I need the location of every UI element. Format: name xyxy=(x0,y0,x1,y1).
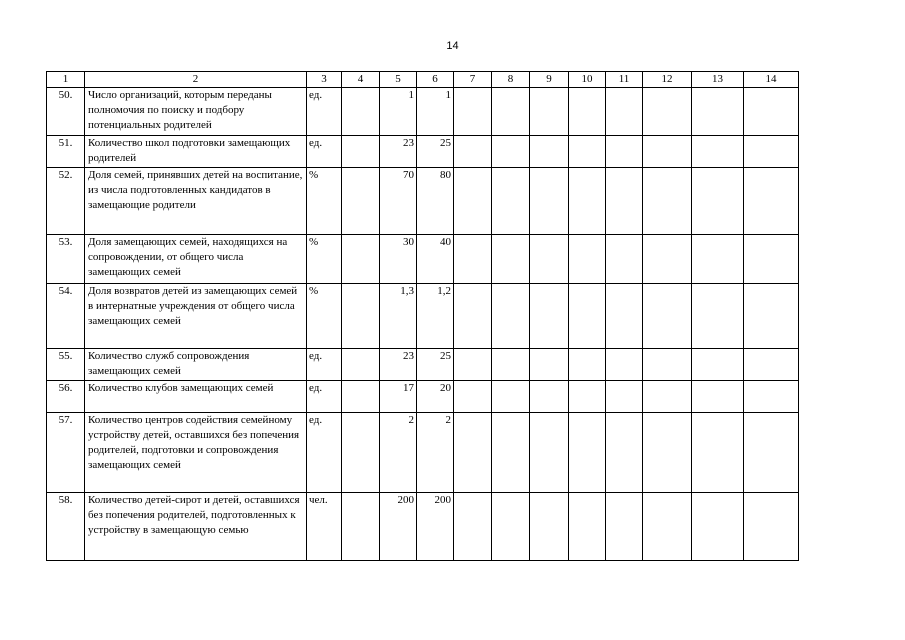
table-row xyxy=(47,493,799,561)
empty-cell xyxy=(454,168,492,235)
value-col5: 30 xyxy=(380,235,417,284)
empty-cell xyxy=(492,493,530,561)
empty-cell xyxy=(692,136,744,168)
value-col6: 40 xyxy=(417,235,454,284)
table-row xyxy=(47,88,799,136)
unit: % xyxy=(307,168,342,235)
row-number: 51. xyxy=(47,136,85,168)
empty-cell xyxy=(530,235,569,284)
empty-cell xyxy=(342,349,380,381)
empty-cell xyxy=(744,493,799,561)
empty-cell xyxy=(692,235,744,284)
table-row xyxy=(47,349,799,381)
empty-cell xyxy=(569,349,606,381)
empty-cell xyxy=(454,413,492,493)
unit: ед. xyxy=(307,381,342,413)
empty-cell xyxy=(342,381,380,413)
row-number: 58. xyxy=(47,493,85,561)
empty-cell xyxy=(606,284,643,349)
column-header: 14 xyxy=(744,72,799,88)
empty-cell xyxy=(744,381,799,413)
column-header: 11 xyxy=(606,72,643,88)
table-row xyxy=(47,381,799,413)
value-col6: 20 xyxy=(417,381,454,413)
empty-cell xyxy=(606,381,643,413)
empty-cell xyxy=(692,168,744,235)
empty-cell xyxy=(454,381,492,413)
indicators-table xyxy=(46,71,799,561)
value-col6: 1 xyxy=(417,88,454,136)
unit: чел. xyxy=(307,493,342,561)
empty-cell xyxy=(492,284,530,349)
empty-cell xyxy=(606,349,643,381)
column-header: 8 xyxy=(492,72,530,88)
column-header: 2 xyxy=(85,72,307,88)
unit: ед. xyxy=(307,349,342,381)
row-number: 56. xyxy=(47,381,85,413)
row-number: 55. xyxy=(47,349,85,381)
empty-cell xyxy=(692,413,744,493)
value-col6: 2 xyxy=(417,413,454,493)
empty-cell xyxy=(692,349,744,381)
empty-cell xyxy=(530,284,569,349)
empty-cell xyxy=(492,168,530,235)
page-number: 14 xyxy=(446,40,459,52)
empty-cell xyxy=(569,88,606,136)
empty-cell xyxy=(530,88,569,136)
empty-cell xyxy=(569,284,606,349)
empty-cell xyxy=(744,168,799,235)
empty-cell xyxy=(342,168,380,235)
table-row xyxy=(47,168,799,235)
column-header: 13 xyxy=(692,72,744,88)
empty-cell xyxy=(643,413,692,493)
empty-cell xyxy=(744,413,799,493)
column-header: 12 xyxy=(643,72,692,88)
column-header: 1 xyxy=(47,72,85,88)
empty-cell xyxy=(744,235,799,284)
empty-cell xyxy=(692,284,744,349)
empty-cell xyxy=(744,88,799,136)
row-number: 52. xyxy=(47,168,85,235)
value-col5: 1 xyxy=(380,88,417,136)
column-header: 4 xyxy=(342,72,380,88)
empty-cell xyxy=(643,349,692,381)
indicator-name: Количество служб сопровождения замещающих семей xyxy=(85,349,307,381)
empty-cell xyxy=(454,493,492,561)
empty-cell xyxy=(569,413,606,493)
empty-cell xyxy=(454,284,492,349)
value-col5: 17 xyxy=(380,381,417,413)
table-row xyxy=(47,413,799,493)
empty-cell xyxy=(342,88,380,136)
value-col5: 1,3 xyxy=(380,284,417,349)
indicator-name: Доля возвратов детей из замещающих семей в интернатные учреждения от общего числа замещающих семей xyxy=(85,284,307,349)
column-header: 9 xyxy=(530,72,569,88)
unit: ед. xyxy=(307,88,342,136)
value-col6: 80 xyxy=(417,168,454,235)
table-row xyxy=(47,284,799,349)
indicator-name: Доля семей, принявших детей на воспитание, из числа подготовленных кандидатов в замещающие родители xyxy=(85,168,307,235)
empty-cell xyxy=(492,349,530,381)
empty-cell xyxy=(606,235,643,284)
empty-cell xyxy=(530,349,569,381)
empty-cell xyxy=(692,493,744,561)
empty-cell xyxy=(454,235,492,284)
empty-cell xyxy=(454,136,492,168)
empty-cell xyxy=(492,88,530,136)
empty-cell xyxy=(492,413,530,493)
empty-cell xyxy=(643,493,692,561)
value-col5: 23 xyxy=(380,349,417,381)
empty-cell xyxy=(569,136,606,168)
column-header: 6 xyxy=(417,72,454,88)
empty-cell xyxy=(492,136,530,168)
row-number: 54. xyxy=(47,284,85,349)
column-number-row xyxy=(47,72,799,88)
indicator-name: Количество клубов замещающих семей xyxy=(85,381,307,413)
indicator-name: Доля замещающих семей, находящихся на сопровождении, от общего числа замещающих семей xyxy=(85,235,307,284)
column-header: 3 xyxy=(307,72,342,88)
empty-cell xyxy=(569,235,606,284)
column-header: 7 xyxy=(454,72,492,88)
indicator-name: Число организаций, которым переданы полномочия по поиску и подбору потенциальных родителей xyxy=(85,88,307,136)
table-row xyxy=(47,235,799,284)
empty-cell xyxy=(569,168,606,235)
empty-cell xyxy=(692,381,744,413)
value-col5: 200 xyxy=(380,493,417,561)
empty-cell xyxy=(606,88,643,136)
value-col5: 23 xyxy=(380,136,417,168)
unit: % xyxy=(307,235,342,284)
value-col6: 200 xyxy=(417,493,454,561)
column-header: 10 xyxy=(569,72,606,88)
value-col6: 25 xyxy=(417,349,454,381)
empty-cell xyxy=(342,493,380,561)
empty-cell xyxy=(643,88,692,136)
unit: ед. xyxy=(307,136,342,168)
value-col5: 2 xyxy=(380,413,417,493)
empty-cell xyxy=(692,88,744,136)
empty-cell xyxy=(530,136,569,168)
empty-cell xyxy=(342,136,380,168)
value-col5: 70 xyxy=(380,168,417,235)
unit: % xyxy=(307,284,342,349)
empty-cell xyxy=(606,413,643,493)
unit: ед. xyxy=(307,413,342,493)
empty-cell xyxy=(569,493,606,561)
empty-cell xyxy=(643,168,692,235)
empty-cell xyxy=(342,235,380,284)
empty-cell xyxy=(454,349,492,381)
row-number: 53. xyxy=(47,235,85,284)
empty-cell xyxy=(744,349,799,381)
empty-cell xyxy=(643,235,692,284)
empty-cell xyxy=(606,136,643,168)
empty-cell xyxy=(530,168,569,235)
empty-cell xyxy=(530,413,569,493)
empty-cell xyxy=(606,493,643,561)
column-header: 5 xyxy=(380,72,417,88)
empty-cell xyxy=(643,381,692,413)
empty-cell xyxy=(643,284,692,349)
indicator-name: Количество детей-сирот и детей, оставшихся без попечения родителей, подготовленных к устройству в замещающую семью xyxy=(85,493,307,561)
empty-cell xyxy=(606,168,643,235)
empty-cell xyxy=(530,381,569,413)
empty-cell xyxy=(744,136,799,168)
empty-cell xyxy=(492,381,530,413)
indicator-name: Количество школ подготовки замещающих родителей xyxy=(85,136,307,168)
value-col6: 25 xyxy=(417,136,454,168)
indicator-name: Количество центров содействия семейному устройству детей, оставшихся без попечения родителей, подготовки и сопровождения замещающих семей xyxy=(85,413,307,493)
empty-cell xyxy=(643,136,692,168)
empty-cell xyxy=(569,381,606,413)
empty-cell xyxy=(530,493,569,561)
empty-cell xyxy=(492,235,530,284)
table-row xyxy=(47,136,799,168)
empty-cell xyxy=(454,88,492,136)
empty-cell xyxy=(342,413,380,493)
value-col6: 1,2 xyxy=(417,284,454,349)
empty-cell xyxy=(342,284,380,349)
empty-cell xyxy=(744,284,799,349)
row-number: 57. xyxy=(47,413,85,493)
row-number: 50. xyxy=(47,88,85,136)
